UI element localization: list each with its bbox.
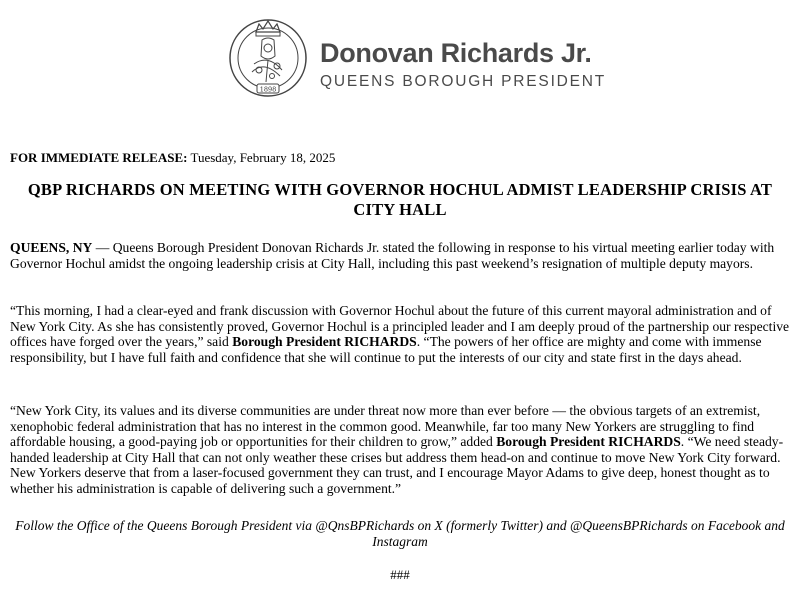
release-line xyxy=(10,150,335,166)
official-name: Donovan Richards Jr. xyxy=(320,38,592,68)
seal-year: 1898 xyxy=(259,85,277,94)
speaker-attribution: Borough President RICHARDS xyxy=(232,334,417,350)
paragraph-text: . “The powers of her office are mighty and come with immense responsibility, but I have full faith and confidence that she will continue to put the interests of our city and state first in the days ahead. xyxy=(10,334,762,365)
paragraph-quote-two xyxy=(10,403,790,497)
paragraph-text: — Queens Borough President Donovan Richards Jr. stated the following in response to his virtual meeting earlier today with Governor Hochul amidst the ongoing leadership crisis at City Hall, including this past weekend’s resignation of multiple deputy mayors. xyxy=(10,240,775,271)
paragraph-text: “New York City, its values and its diverse communities are under threat now more than ever before — the obvious targets of an extremist, xenophobic federal administration that has no interest in the common good. Meanwhile, far too many New Yorkers are struggling to find affordable housing, a good-paying job or opportunities for their children to grow,” added xyxy=(10,403,761,450)
release-label: FOR IMMEDIATE RELEASE: xyxy=(10,150,188,165)
paragraph-text: “This morning, I had a clear-eyed and frank discussion with Governor Hochul about the future of this current mayoral administration and of New York City. As she has consistently proved, Governor Hochul is a principled leader and I am deeply proud of the partnership our respective offices have forged over the years,” said xyxy=(10,303,790,350)
paragraph-quote-one xyxy=(10,303,790,365)
dateline: QUEENS, NY xyxy=(10,240,93,255)
release-date: Tuesday, February 18, 2025 xyxy=(187,150,336,165)
paragraph-text: . “We need steady-handed leadership at City Hall that can not only weather these crises but address them head-on and continue to move New York City forward. New Yorkers deserve that from a laser-focused government they can trust, and I encourage Mayor Adams to give deep, honest thought as to whether his administration is capable of delivering such a government.” xyxy=(10,434,784,496)
press-release-headline: QBP RICHARDS ON MEETING WITH GOVERNOR HOCHUL ADMIST LEADERSHIP CRISIS AT CITY HALL xyxy=(27,180,773,219)
borough-seal-icon xyxy=(228,10,308,106)
paragraph-intro xyxy=(10,240,790,271)
letterhead xyxy=(0,0,800,125)
speaker-attribution: Borough President RICHARDS xyxy=(496,434,681,450)
social-follow-note: Follow the Office of the Queens Borough President via @QnsBPRichards on X (formerly Twitter) and @QueensBPRichards on Facebook and Instagram xyxy=(15,518,785,549)
end-mark: ### xyxy=(390,567,410,582)
official-title: QUEENS BOROUGH PRESIDENT xyxy=(320,73,607,90)
